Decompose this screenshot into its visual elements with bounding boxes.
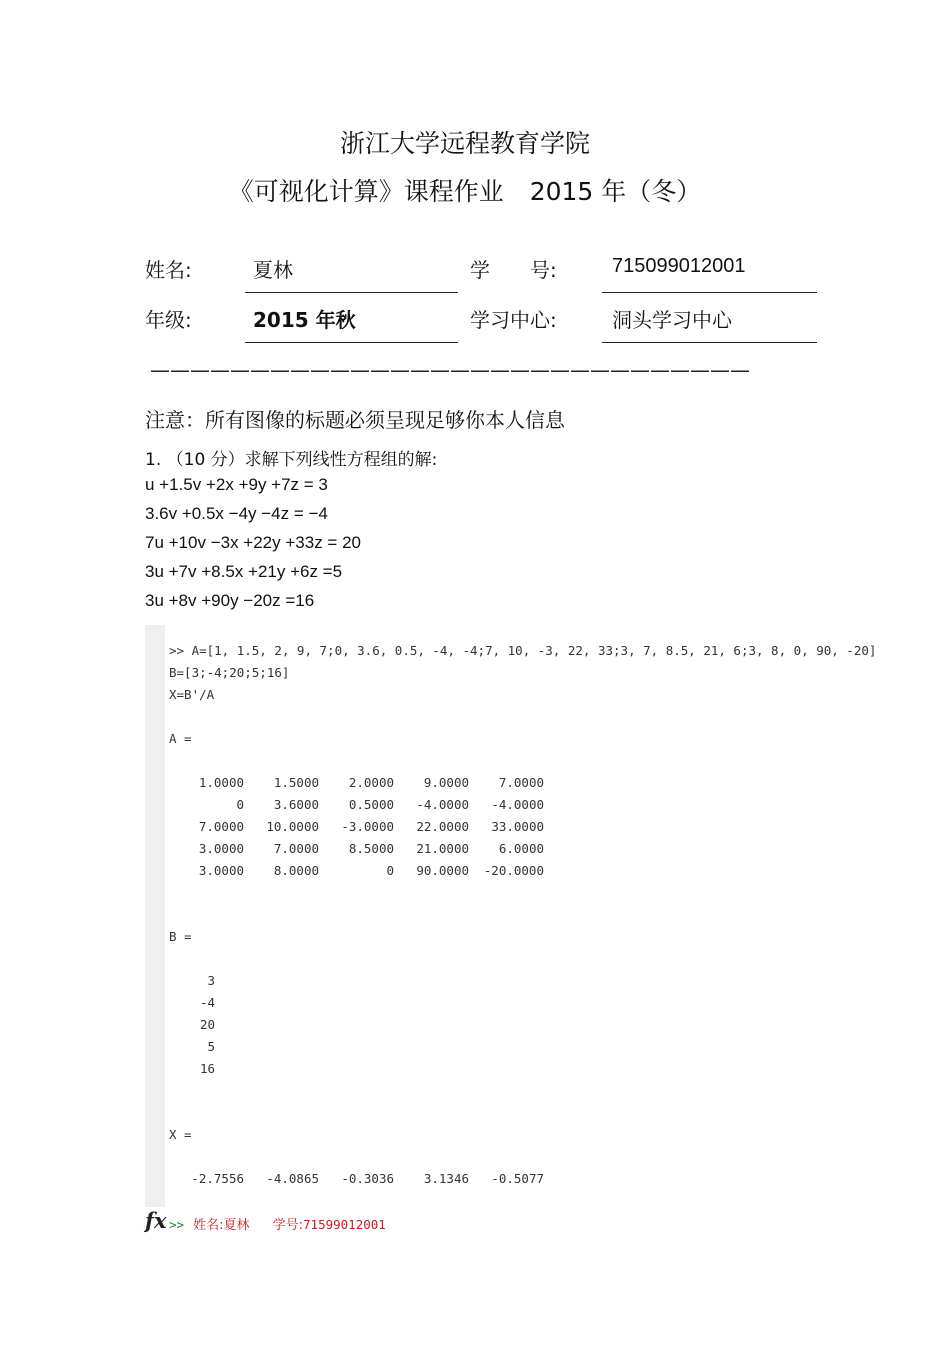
fx-icon: fx xyxy=(145,1208,167,1233)
course-title-line xyxy=(0,172,930,208)
vector-b-cell: -4 xyxy=(199,995,215,1010)
matrix-a-cell: 0.5000 xyxy=(348,797,394,812)
matrix-a-cell: 21.0000 xyxy=(416,841,469,856)
separator-line: —————————————————————————————— xyxy=(150,358,750,382)
name-value: 夏林 xyxy=(253,258,293,282)
equation-4: 3u +7v +8.5x +21y +6z =5 xyxy=(145,562,343,581)
matrix-a-cell: 9.0000 xyxy=(423,775,469,790)
matrix-a-cell: 3.0000 xyxy=(198,841,244,856)
matrix-a-cell: 8.0000 xyxy=(273,863,319,878)
matrix-a-cell: 3.6000 xyxy=(273,797,319,812)
course-term: 2015 年（冬） xyxy=(529,177,702,206)
grade-underline xyxy=(245,341,458,343)
vector-b-cell: 5 xyxy=(207,1039,215,1054)
vector-b-cell: 16 xyxy=(199,1061,215,1076)
matlab-command-x: X=B'/A xyxy=(169,687,215,702)
matrix-a-cell: 90.0000 xyxy=(416,863,469,878)
vector-x-label: X = xyxy=(169,1127,192,1142)
prompt-arrows: >> xyxy=(169,1217,185,1232)
name-underline xyxy=(245,291,458,293)
vector-x xyxy=(169,1171,569,1191)
prompt-id-label: 学号: xyxy=(272,1218,304,1233)
prompt-id-value: 71599012001 xyxy=(303,1217,386,1232)
vector-x-cell: 3.1346 xyxy=(423,1171,469,1186)
vector-b-label: B = xyxy=(169,929,192,944)
vector-x-cell: -4.0865 xyxy=(266,1171,319,1186)
matrix-a-cell: 8.5000 xyxy=(348,841,394,856)
matrix-a-cell: 3.0000 xyxy=(198,863,244,878)
vector-b-cell: 20 xyxy=(199,1017,215,1032)
matrix-a-label: A = xyxy=(169,731,192,746)
question-label: 1. （10 分）求解下列线性方程组的解: xyxy=(145,450,438,470)
vector-b xyxy=(169,973,229,1083)
prompt-name: 姓名:夏林 xyxy=(193,1218,250,1233)
vector-x-cell: -2.7556 xyxy=(191,1171,244,1186)
equation-5: 3u +8v +90y −20z =16 xyxy=(145,591,315,610)
equation-2: 3.6v +0.5x −4y −4z = −4 xyxy=(145,504,328,523)
id-value: 715099012001 xyxy=(612,255,746,277)
id-underline xyxy=(602,291,817,293)
matlab-command-a: >> A=[1, 1.5, 2, 9, 7;0, 3.6, 0.5, -4, -4;7, 10, -3, 22, 33;3, 7, 8.5, 21, 6;3, 8, 0, 90, -20] xyxy=(169,643,877,658)
matrix-a xyxy=(169,775,569,885)
id-label: 学 号: xyxy=(470,258,557,282)
equation-3: 7u +10v −3x +22y +33z = 20 xyxy=(145,533,361,552)
matrix-a-cell: 7.0000 xyxy=(498,775,544,790)
matrix-a-cell: 22.0000 xyxy=(416,819,469,834)
institution-title: 浙江大学远程教育学院 xyxy=(339,129,590,158)
matrix-a-cell: 7.0000 xyxy=(198,819,244,834)
name-label: 姓名: xyxy=(145,258,192,282)
matrix-a-cell: 0 xyxy=(386,863,394,878)
vector-x-cell: -0.3036 xyxy=(341,1171,394,1186)
matrix-a-cell: -4.0000 xyxy=(491,797,544,812)
grade-label: 年级: xyxy=(145,308,192,332)
notice-text: 注意：所有图像的标题必须呈现足够你本人信息 xyxy=(145,408,565,432)
equation-1: u +1.5v +2x +9y +7z = 3 xyxy=(145,475,328,494)
command-prompt[interactable] xyxy=(169,1214,386,1233)
matrix-a-cell: 2.0000 xyxy=(348,775,394,790)
center-label: 学习中心: xyxy=(470,308,557,332)
center-value: 洞头学习中心 xyxy=(612,308,732,332)
matrix-a-cell: 0 xyxy=(236,797,244,812)
matrix-a-cell: 10.0000 xyxy=(266,819,319,834)
matrix-a-cell: 1.0000 xyxy=(198,775,244,790)
matrix-a-cell: -4.0000 xyxy=(416,797,469,812)
matlab-command-b: B=[3;-4;20;5;16] xyxy=(169,665,290,680)
matrix-a-cell: -3.0000 xyxy=(341,819,394,834)
course-title: 《可视化计算》课程作业 xyxy=(228,177,504,206)
grade-value: 2015 年秋 xyxy=(253,308,356,332)
matlab-gutter xyxy=(145,625,165,1207)
matrix-a-cell: 6.0000 xyxy=(498,841,544,856)
matrix-a-cell: 1.5000 xyxy=(273,775,319,790)
matrix-a-cell: -20.0000 xyxy=(483,863,544,878)
matrix-a-cell: 33.0000 xyxy=(491,819,544,834)
vector-b-cell: 3 xyxy=(207,973,215,988)
center-underline xyxy=(602,341,817,343)
matrix-a-cell: 7.0000 xyxy=(273,841,319,856)
vector-x-cell: -0.5077 xyxy=(491,1171,544,1186)
